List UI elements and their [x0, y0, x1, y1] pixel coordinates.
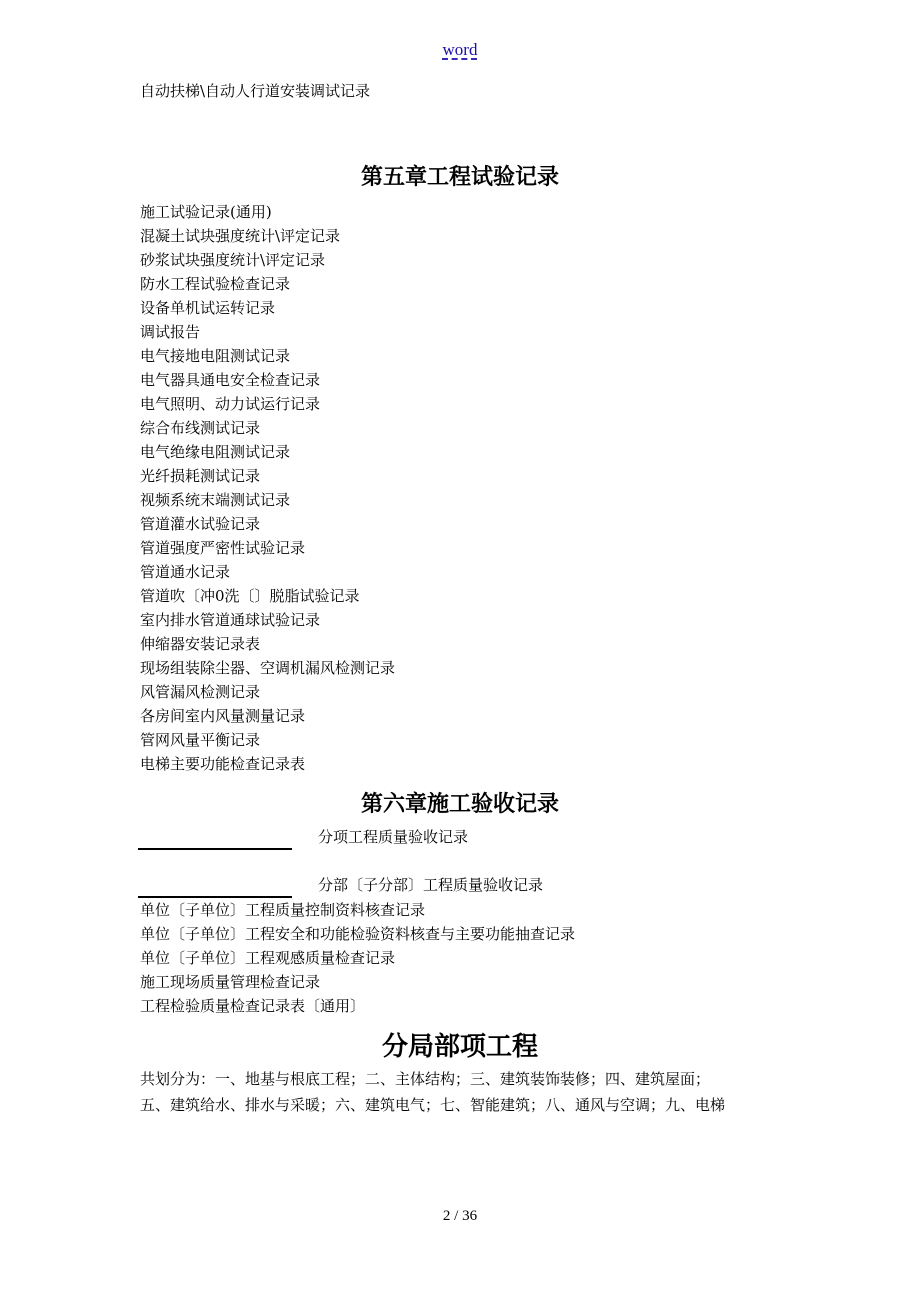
list-item: 电气器具通电安全检查记录: [140, 371, 321, 389]
list-item: 管网风量平衡记录: [140, 731, 261, 749]
blank-item-label: 分部〔子分部〕工程质量验收记录: [318, 876, 544, 894]
list-item: 风管漏风检测记录: [140, 683, 261, 701]
list-item: 电气接地电阻测试记录: [140, 347, 291, 365]
list-item: 现场组装除尘器、空调机漏风检测记录: [140, 659, 396, 677]
list-item: 光纤损耗测试记录: [140, 467, 261, 485]
list-item: 防水工程试验检查记录: [140, 275, 291, 293]
list-item: 电气绝缘电阻测试记录: [140, 443, 291, 461]
blank-item-label: 分项工程质量验收记录: [318, 828, 469, 846]
list-item: 视频系统末端测试记录: [140, 491, 291, 509]
header-link-text[interactable]: word: [442, 40, 478, 59]
list-item: 调试报告: [140, 323, 201, 341]
fill-in-blank-line: [138, 848, 292, 850]
section-title: 分局部项工程: [381, 1032, 538, 1062]
list-item: 综合布线测试记录: [140, 419, 261, 437]
list-item: 施工试验记录(通用): [140, 203, 272, 221]
top-line: 自动扶梯\自动人行道安装调试记录: [140, 82, 371, 100]
list-item: 电气照明、动力试运行记录: [140, 395, 321, 413]
chapter6-title: 第六章施工验收记录: [360, 791, 559, 817]
list-item: 砂浆试块强度统计\评定记录: [140, 251, 326, 269]
list-item: 单位〔子单位〕工程安全和功能检验资料核查与主要功能抽查记录: [140, 925, 576, 943]
list-item: 施工现场质量管理检查记录: [140, 973, 321, 991]
page-number: 2 / 36: [442, 1208, 478, 1224]
list-item: 电梯主要功能检查记录表: [140, 755, 306, 773]
list-item: 混凝土试块强度统计\评定记录: [140, 227, 341, 245]
paragraph-line: 五、建筑给水、排水与采暖；六、建筑电气；七、智能建筑；八、通风与空调；九、电梯: [140, 1096, 726, 1114]
list-item: 管道吹〔冲0洗〔〕脱脂试验记录: [140, 587, 360, 605]
list-item: 单位〔子单位〕工程观感质量检查记录: [140, 949, 396, 967]
list-item: 室内排水管道通球试验记录: [140, 611, 321, 629]
chapter5-title: 第五章工程试验记录: [360, 164, 559, 190]
list-item: 管道强度严密性试验记录: [140, 539, 306, 557]
paragraph-line: 共划分为：一、地基与根底工程；二、主体结构；三、建筑装饰装修；四、建筑屋面；: [140, 1070, 711, 1088]
list-item: 设备单机试运转记录: [140, 299, 276, 317]
list-item: 管道通水记录: [140, 563, 231, 581]
list-item: 管道灌水试验记录: [140, 515, 261, 533]
list-item: 伸缩器安装记录表: [140, 635, 261, 653]
list-item: 各房间室内风量测量记录: [140, 707, 306, 725]
list-item: 单位〔子单位〕工程质量控制资料核查记录: [140, 901, 426, 919]
fill-in-blank-line: [138, 896, 292, 898]
list-item: 工程检验质量检查记录表〔通用〕: [140, 997, 366, 1015]
header-word-link[interactable]: [0, 40, 920, 60]
